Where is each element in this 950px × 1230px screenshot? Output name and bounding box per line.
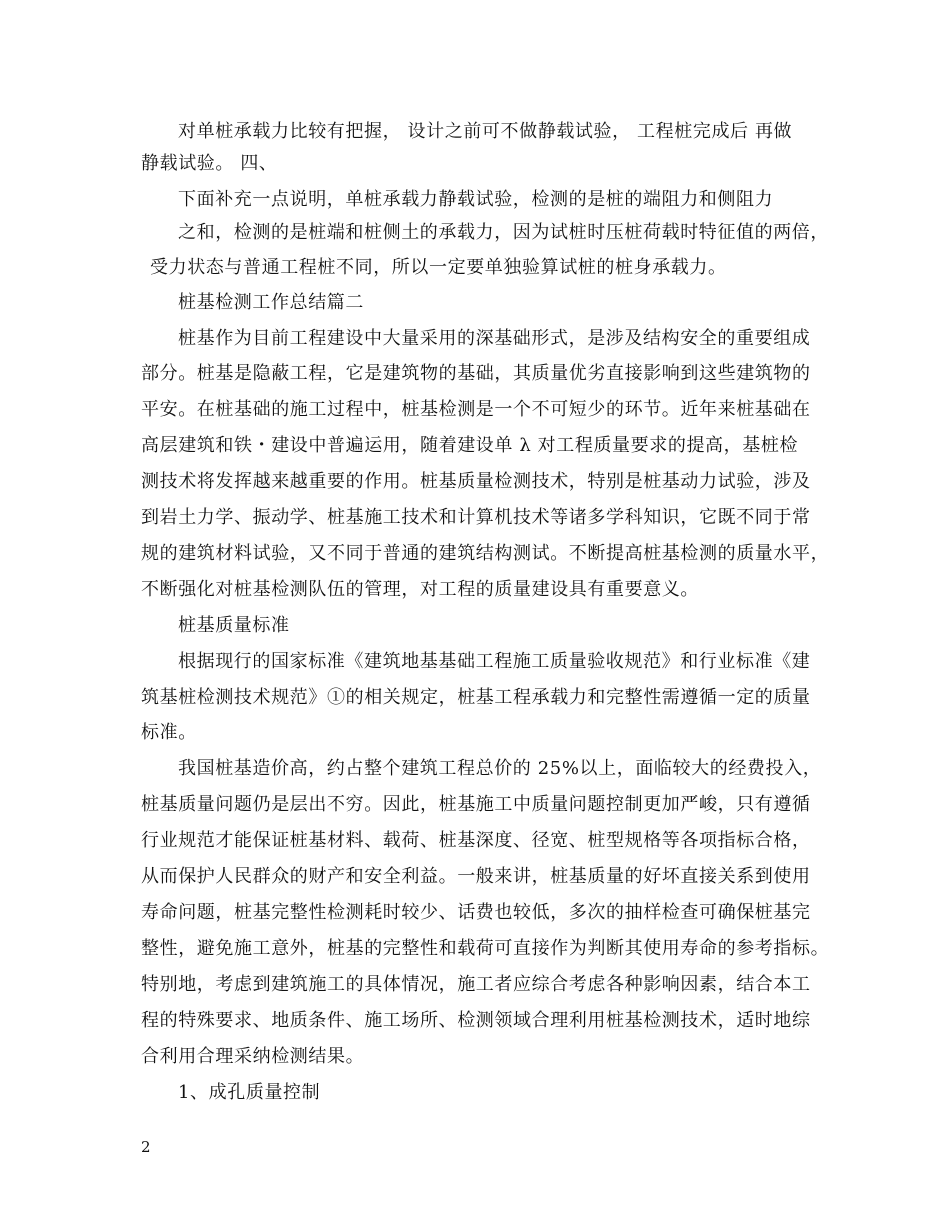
text-line: 对单桩承载力比较有把握， 设计之前可不做静载试验， 工程桩完成后 再做 [178,121,793,142]
text-line: 行业规范才能保证桩基材料、载荷、桩基深度、径宽、桩型规格等各项指标合格， [141,830,811,851]
text-line: 寿命问题，桩基完整性检测耗时较少、话费也较低，多次的抽样检查可确保桩基完 [141,902,811,923]
text-line: 高层建筑和铁・建设中普遍运用，随着建设单 λ 对工程质量要求的提高，基桩检 [141,435,799,456]
text-line: 静载试验。 四、 [141,153,278,174]
page-number: 2 [141,1138,151,1156]
text-line: 下面补充一点说明，单桩承载力静载试验，检测的是桩的端阻力和侧阻力 [178,189,774,210]
section-heading: 桩基检测工作总结篇二 [178,292,364,313]
text-line: 之和，检测的是桩端和桩侧土的承载力，因为试桩时压桩荷载时特征值的两倍， [178,222,829,243]
text-line: 桩基作为目前工程建设中大量采用的深基础形式，是涉及结构安全的重要组成 [178,328,811,349]
text-line: 我国桩基造价高，约占整个建筑工程总价的 25%以上，面临较大的经费投入， [178,758,822,779]
text-line: 桩基质量问题仍是层出不穷。因此，桩基施工中质量问题控制更加严峻，只有遵循 [141,794,811,815]
text-line: 筑基桩检测技术规范》①的相关规定，桩基工程承载力和完整性需遵循一定的质量 [141,687,811,708]
text-line: 规的建筑材料试验，又不同于普通的建筑结构测试。不断提高桩基检测的质量水平， [141,543,830,564]
text-line: 受力状态与普通工程桩不同，所以一定要单独验算试桩的桩身承载力。 [150,257,727,278]
text-line: 整性，避免施工意外，桩基的完整性和载荷可直接作为判断其使用寿命的参考指标。 [141,938,830,959]
text-line: 合利用合理采纳检测结果。 [141,1046,365,1067]
text-line: 到岩土力学、振动学、桩基施工技术和计算机技术等诸多学科知识，它既不同于常 [141,507,811,528]
section-heading: 桩基质量标准 [178,615,290,636]
text-line: 不断强化对桩基检测队伍的管理，对工程的质量建设具有重要意义。 [141,579,699,600]
text-line: 平安。在桩基础的施工过程中，桩基检测是一个不可短少的环节。近年来桩基础在 [141,399,811,420]
text-line: 程的特殊要求、地质条件、施工场所、检测领域合理利用桩基检测技术，适时地综 [141,1010,811,1031]
text-line: 测技术将发挥越来越重要的作用。桩基质量检测技术，特别是桩基动力试验，涉及 [141,471,811,492]
text-line: 特别地，考虑到建筑施工的具体情况，施工者应综合考虑各种影响因素，结合本工 [141,974,811,995]
section-heading: 1、成孔质量控制 [178,1082,321,1103]
text-line: 从而保护人民群众的财产和安全利益。一般来讲，桩基质量的好坏直接关系到使用 [141,866,811,887]
text-line: 标准。 [141,722,197,743]
text-line: 根据现行的国家标准《建筑地基基础工程施工质量验收规范》和行业标准《建 [178,651,811,672]
text-line: 部分。桩基是隐蔽工程，它是建筑物的基础，其质量优劣直接影响到这些建筑物的 [141,363,811,384]
